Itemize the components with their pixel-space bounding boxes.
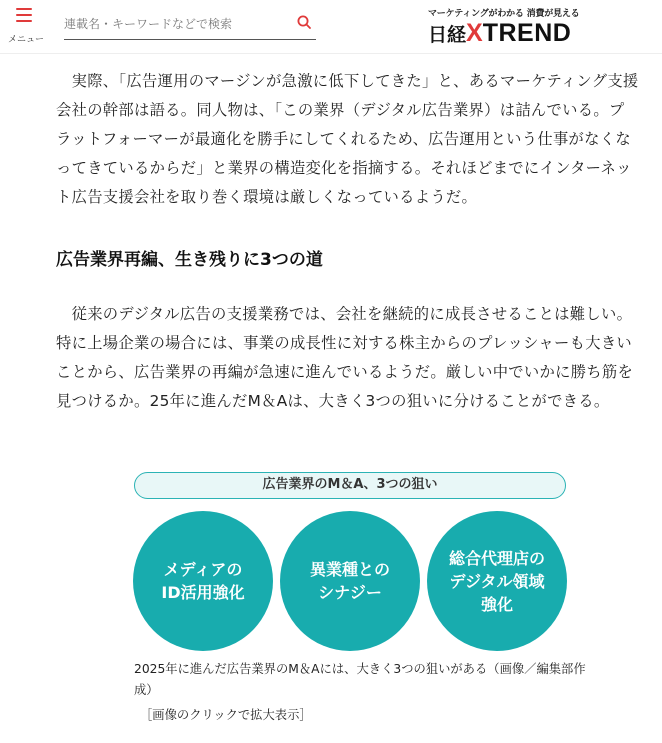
hamburger-icon bbox=[16, 8, 32, 22]
nikkei-xtrend-logo[interactable] bbox=[428, 6, 592, 46]
article-paragraph: 従来のデジタル広告の支援業務では、会社を継続的に成長させることは難しい。特に上場企業の場合には、事業の成長性に対する株主からのプレッシャーも大きいことから、広告業界の再編が急速に進んでいるようだ。厳しい中でいかに勝ち筋を見つけるか。25年に進んだM＆Aは、大きく3つの狙いに分けることができる。 bbox=[56, 305, 634, 410]
logo-wordmark bbox=[428, 19, 571, 48]
figure-title: 広告業界のM＆A、3つの狙い bbox=[134, 472, 566, 499]
logo-x: X bbox=[466, 19, 483, 47]
search-icon[interactable] bbox=[296, 14, 312, 30]
circle-label: 異業種との シナジー bbox=[309, 560, 390, 602]
article-paragraph: 実際、「広告運用のマージンが急激に低下してきた」と、あるマーケティング支援会社の幹部は語る。同人物は、「この業界（デジタル広告業界）は詰んでいる。プラットフォーマーが最適化を勝手にしてくれるため、広告運用という仕事がなくなってきているからだ」と業界の構造変化を指摘する。それほどまでにインターネット広告支援会社を取り巻く環境は厳しくなっているようだ。 bbox=[56, 72, 639, 206]
figure-circle-media-id bbox=[133, 511, 273, 651]
section-heading: 広告業界再編、生き残りに3つの道 bbox=[56, 250, 323, 270]
logo-tagline: マーケティングがわかる 消費が見える bbox=[428, 9, 580, 19]
enlarge-image-link[interactable]: ［画像のクリックで拡大表示］ bbox=[140, 708, 312, 722]
logo-nikkei: 日経 bbox=[428, 24, 467, 46]
circle-label: メディアの ID活用強化 bbox=[161, 560, 245, 602]
menu-button[interactable] bbox=[6, 6, 46, 46]
menu-label: メニュー bbox=[7, 35, 44, 45]
circle-label: 総合代理店の デジタル領域 強化 bbox=[448, 548, 545, 614]
site-header bbox=[0, 0, 662, 54]
search-input[interactable] bbox=[64, 14, 284, 34]
search-box bbox=[64, 10, 316, 40]
figure-caption: 2025年に進んだ広告業界のM＆Aには、大きく3つの狙いがある（画像／編集部作成） bbox=[134, 662, 586, 697]
figure-circle-synergy bbox=[280, 511, 420, 651]
logo-trend: TREND bbox=[482, 19, 572, 47]
figure-circle-digital bbox=[427, 511, 567, 651]
figure-image[interactable] bbox=[130, 466, 570, 652]
